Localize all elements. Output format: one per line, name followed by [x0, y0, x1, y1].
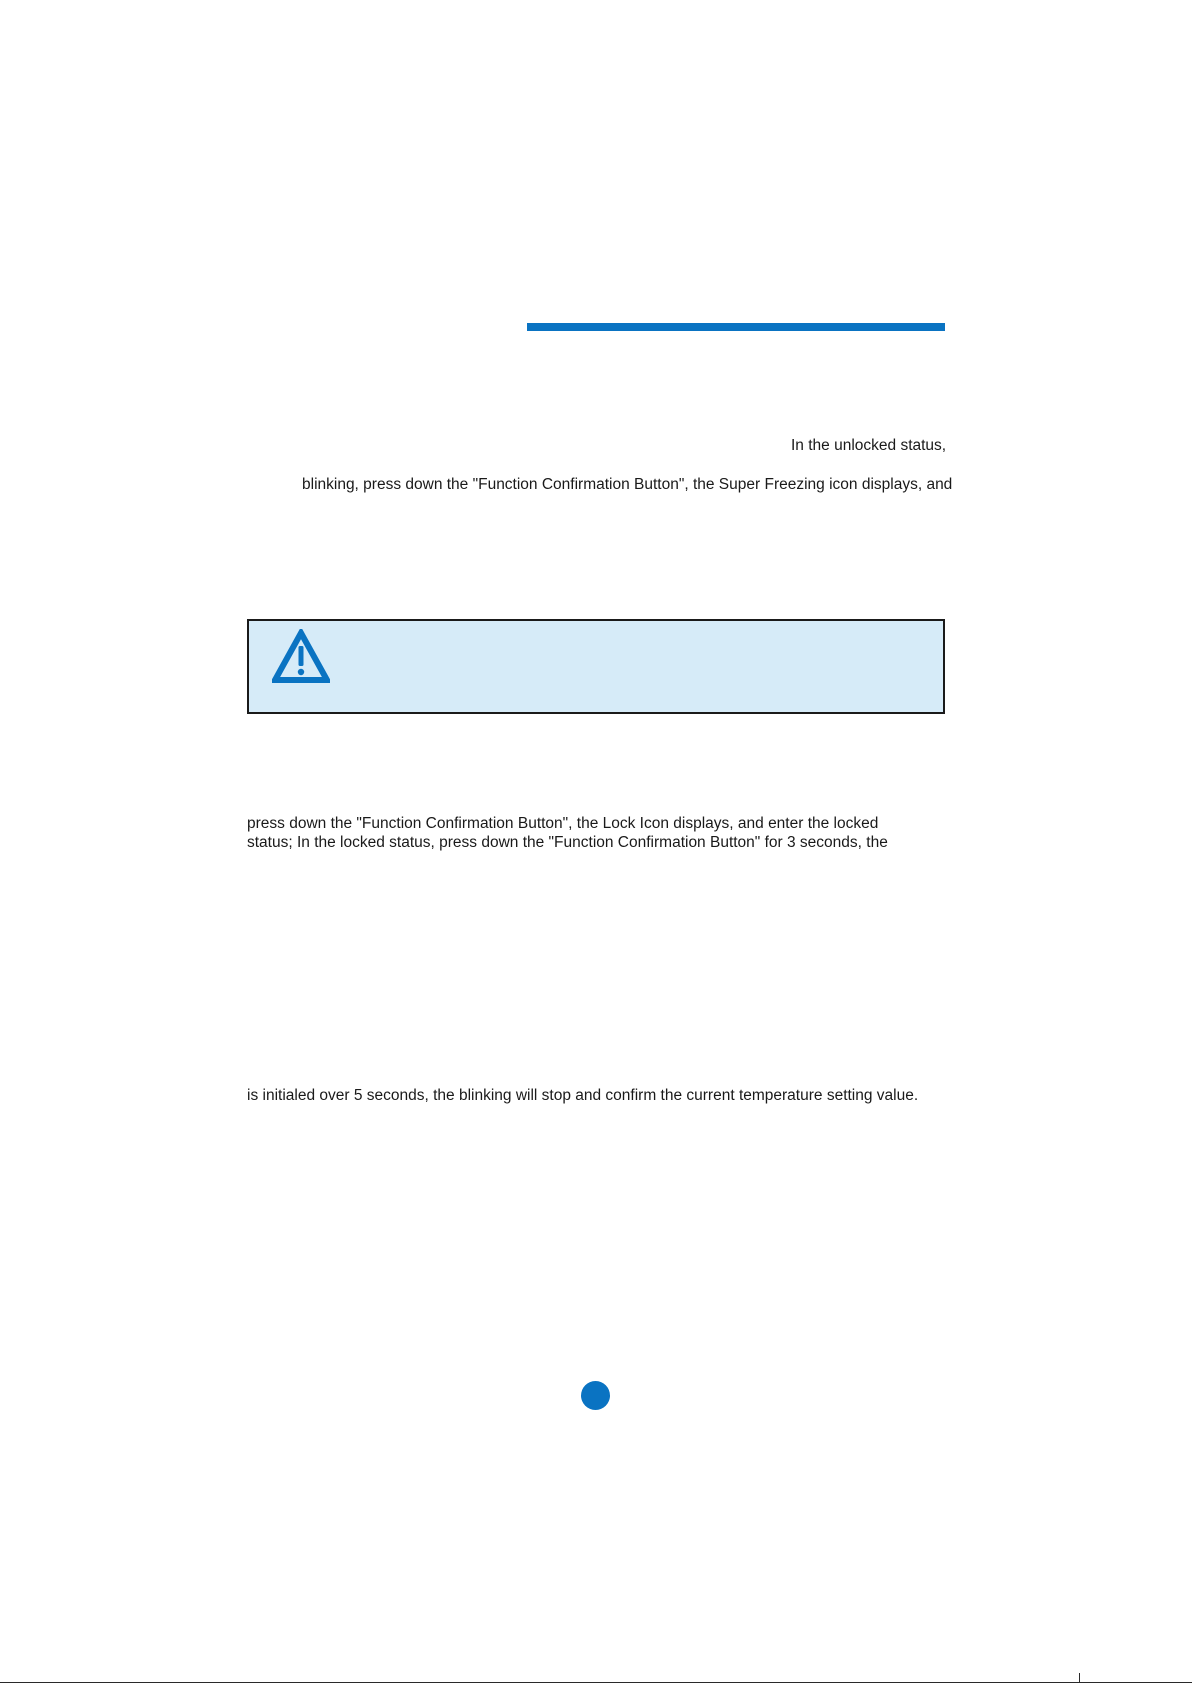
- warning-callout-box: [247, 619, 945, 714]
- body-text-line-1: In the unlocked status,: [791, 437, 947, 454]
- footer-rule: [0, 1682, 1192, 1683]
- warning-triangle-icon: [272, 629, 330, 684]
- body-text-line-5: is initialed over 5 seconds, the blinking will stop and confirm the current temperature setting value.: [247, 1087, 919, 1104]
- body-text-line-3: press down the "Function Confirmation Button", the Lock Icon displays, and enter the locked: [247, 815, 879, 832]
- body-text-line-4: status; In the locked status, press down the "Function Confirmation Button" for 3 seconds, the: [247, 834, 888, 851]
- page-number-dot: [581, 1381, 610, 1410]
- body-text-line-2: blinking, press down the "Function Confirmation Button", the Super Freezing icon displays, and: [302, 476, 953, 493]
- footer-tick: [1079, 1673, 1080, 1682]
- section-header-rule: [527, 323, 945, 331]
